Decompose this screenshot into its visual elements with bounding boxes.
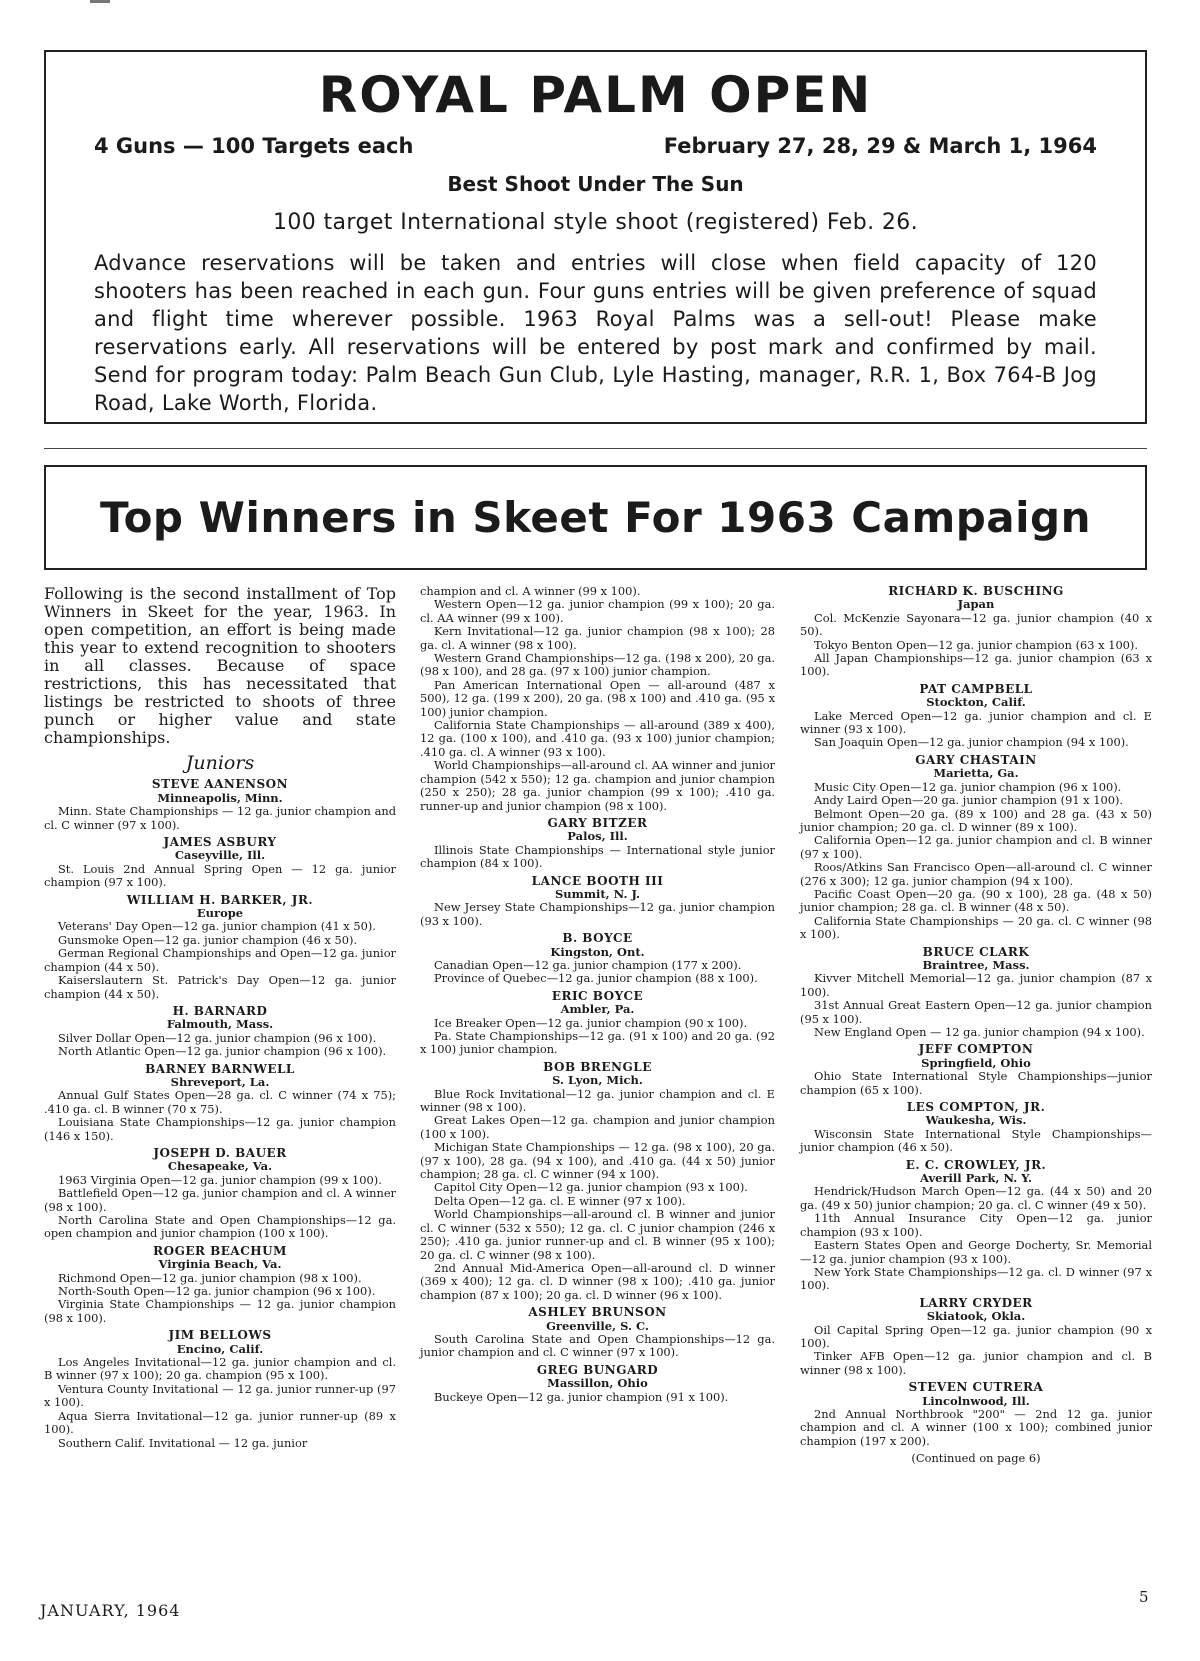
- winner-name: JIM BELLOWS: [168, 1328, 272, 1343]
- headline-box: [44, 465, 1147, 570]
- entry-line: Roos/Atkins San Francisco Open—all-around cl. C winner (276 x 300); 12 ga. junior champion (94 x 100).: [800, 860, 1152, 888]
- winner-name: JEFF COMPTON: [918, 1042, 1034, 1057]
- entry-line: North Atlantic Open—12 ga. junior champion (96 x 100).: [58, 1044, 387, 1059]
- entry-line: South Carolina State and Open Championships—12 ga. junior champion and cl. C winner (97 x 100).: [420, 1331, 775, 1360]
- winner-name: ASHLEY BRUNSON: [528, 1305, 667, 1320]
- winner-hometown: Springfield, Ohio: [921, 1055, 1031, 1070]
- entry-line: Capitol City Open—12 ga. junior champion (93 x 100).: [434, 1180, 748, 1195]
- winner-entry: [800, 1043, 1152, 1097]
- ad-dates: February 27, 28, 29 & March 1, 1964: [663, 134, 1097, 158]
- ad-tagline: Best Shoot Under The Sun: [447, 172, 744, 196]
- winner-name: JOSEPH D. BAUER: [153, 1145, 287, 1160]
- entry-line: Michigan State Championships — 12 ga. (98 x 100), 20 ga. (97 x 100), 28 ga. (94 x 100), and .410 ga. (44 x 50) junior champion; 28 ga. cl. C winner (94 x 100).: [420, 1140, 775, 1182]
- winner-hometown: Lincolnwood, Ill.: [922, 1393, 1030, 1408]
- ad-title: ROYAL PALM OPEN: [318, 66, 873, 124]
- entry-line: Louisiana State Championships—12 ga. junior champion (146 x 150).: [44, 1115, 396, 1143]
- ad-guns: 4 Guns — 100 Targets each: [94, 134, 414, 158]
- entry-line: Kaiserslautern St. Patrick's Day Open—12 ga. junior champion (44 x 50).: [44, 973, 396, 1001]
- winner-hometown: S. Lyon, Mich.: [552, 1073, 643, 1088]
- winner-name: WILLIAM H. BARKER, JR.: [126, 892, 314, 907]
- winner-name: B. BOYCE: [562, 931, 633, 946]
- column-2-entries: [420, 817, 775, 1404]
- entry-line: North-South Open—12 ga. junior champion (96 x 100).: [58, 1284, 376, 1299]
- edge-mark: [90, 0, 110, 3]
- winner-entry: [44, 778, 396, 832]
- winner-name: BARNEY BARNWELL: [145, 1061, 295, 1076]
- winner-hometown: Europe: [196, 906, 244, 921]
- winner-name: RICHARD K. BUSCHING: [888, 584, 1064, 598]
- winner-name: LANCE BOOTH III: [531, 873, 664, 888]
- intro-paragraph: Following is the second installment of Top Winners in Skeet for the year, 1963. In open competition, an effort is being made this year to extend recognition to shooters in all classes. Because of space restrictions, this has necessitated that listings be restricted to shoots of three punch or higher value and state championships.: [44, 584, 396, 747]
- entry-line: Eastern States Open and George Docherty, Sr. Memorial—12 ga. junior champion (93 x 100).: [800, 1238, 1152, 1266]
- royal-palm-ad: [44, 50, 1147, 424]
- winner-entry: [420, 875, 775, 929]
- winner-name: GREG BUNGARD: [536, 1362, 659, 1377]
- entry-line: Wisconsin State International Style Championships—junior champion (46 x 50).: [800, 1126, 1152, 1155]
- winner-entry: [800, 683, 1152, 750]
- winner-name: H. BARNARD: [172, 1003, 268, 1018]
- entry-line: Lake Merced Open—12 ga. junior champion and cl. E winner (93 x 100).: [800, 708, 1152, 737]
- winner-hometown: Falmouth, Mass.: [166, 1017, 274, 1032]
- winner-name: STEVE AANENSON: [151, 777, 289, 792]
- entry-line: Los Angeles Invitational—12 ga. junior champion and cl. B winner (97 x 100); 20 ga. champion (95 x 100).: [44, 1355, 396, 1383]
- entry-line: Pa. State Championships—12 ga. (91 x 100) and 20 ga. (92 x 100) junior champion.: [420, 1029, 775, 1057]
- continued-entry: [420, 585, 775, 813]
- entry-line: 11th Annual Insurance City Open—12 ga. junior champion (93 x 100).: [800, 1211, 1152, 1239]
- entry-line: World Championships—all-around cl. AA winner and junior champion (542 x 550); 12 ga. champion and junior champion (250 x 250); 28 ga. junior champion (99 x 100); .410 ga. runner-up and junior champion (98 x 100).: [420, 758, 775, 813]
- winner-name: ROGER BEACHUM: [153, 1243, 287, 1258]
- winner-name: JAMES ASBURY: [163, 835, 277, 850]
- winner-entry: [420, 1061, 775, 1302]
- winner-hometown: Chesapeake, Va.: [167, 1159, 273, 1174]
- entry-line: All Japan Championships—12 ga. junior champion (63 x 100).: [800, 651, 1152, 679]
- page-number: 5: [1139, 1588, 1149, 1606]
- entry-line: 31st Annual Great Eastern Open—12 ga. junior champion (95 x 100).: [800, 998, 1152, 1026]
- winner-name: ERIC BOYCE: [551, 988, 644, 1003]
- headline: Top Winners in Skeet For 1963 Campaign: [100, 493, 1091, 542]
- winner-entry: [420, 1364, 775, 1404]
- winner-hometown: Encino, Calif.: [176, 1341, 264, 1356]
- entry-line: Richmond Open—12 ga. junior champion (98 x 100).: [58, 1270, 362, 1285]
- winner-hometown: Averill Park, N. Y.: [920, 1171, 1032, 1186]
- column-3: [800, 585, 1152, 1466]
- column-1: [44, 585, 396, 1454]
- entry-line: Buckeye Open—12 ga. junior champion (91 x 100).: [434, 1389, 729, 1404]
- entry-line: Music City Open—12 ga. junior champion (96 x 100).: [814, 779, 1122, 794]
- winner-hometown: Virginia Beach, Va.: [158, 1257, 282, 1272]
- winner-name: GARY CHASTAIN: [915, 752, 1037, 767]
- winner-entry: [800, 585, 1152, 679]
- entry-line: Veterans' Day Open—12 ga. junior champion (41 x 50).: [58, 919, 376, 934]
- winner-name: LES COMPTON, JR.: [906, 1100, 1046, 1115]
- entry-line: Oil Capital Spring Open—12 ga. junior champion (90 x 100).: [800, 1322, 1152, 1350]
- entry-line: Aqua Sierra Invitational—12 ga. junior runner-up (89 x 100).: [44, 1408, 396, 1437]
- winner-entry: [800, 1381, 1152, 1448]
- winner-entry: [800, 1159, 1152, 1293]
- winner-hometown: Palos, Ill.: [567, 829, 628, 844]
- entry-line: Ice Breaker Open—12 ga. junior champion (90 x 100).: [434, 1015, 748, 1030]
- entry-line: 2nd Annual Northbrook "200" — 2nd 12 ga. junior champion and cl. A winner (100 x 100); combined junior champion (197 x 200).: [800, 1406, 1152, 1448]
- divider: [44, 448, 1147, 449]
- winner-hometown: Shreveport, La.: [170, 1074, 270, 1089]
- winner-entry: [44, 1147, 396, 1241]
- entry-line: Southern Calif. Invitational — 12 ga. junior: [58, 1435, 308, 1450]
- section-heading: Juniors: [185, 752, 255, 774]
- winner-entry: [44, 1005, 396, 1059]
- winner-entry: [800, 1101, 1152, 1155]
- entry-line: California State Championships — 20 ga. cl. C winner (98 x 100).: [800, 913, 1152, 942]
- entry-line: champion and cl. A winner (99 x 100).: [420, 584, 641, 598]
- entry-line: New England Open — 12 ga. junior champion (94 x 100).: [814, 1025, 1145, 1039]
- winner-hometown: Stockton, Calif.: [926, 695, 1026, 710]
- winner-hometown: Minneapolis, Minn.: [157, 790, 283, 805]
- column-2: [420, 585, 775, 1408]
- winner-hometown: Waukesha, Wis.: [925, 1113, 1027, 1128]
- entry-line: Illinois State Championships — International style junior champion (84 x 100).: [420, 842, 775, 871]
- entry-line: Kern Invitational—12 ga. junior champion (98 x 100); 28 ga. cl. A winner (98 x 100).: [420, 624, 775, 652]
- winner-hometown: Marietta, Ga.: [933, 766, 1019, 781]
- winner-entry: [800, 1297, 1152, 1377]
- winner-hometown: Summit, N. J.: [554, 886, 641, 901]
- entry-line: California Open—12 ga. junior champion and cl. B winner (97 x 100).: [800, 833, 1152, 861]
- winner-hometown: Ambler, Pa.: [560, 1002, 635, 1017]
- winner-name: LARRY CRYDER: [919, 1295, 1033, 1310]
- entry-line: Annual Gulf States Open—28 ga. cl. C winner (74 x 75); .410 ga. cl. B winner (70 x 75).: [44, 1088, 396, 1116]
- winner-name: BOB BRENGLE: [543, 1059, 652, 1074]
- entry-line: New York State Championships—12 ga. cl. D winner (97 x 100).: [800, 1264, 1152, 1293]
- entry-line: Col. McKenzie Sayonara—12 ga. junior champion (40 x 50).: [800, 610, 1152, 639]
- entry-line: North Carolina State and Open Championships—12 ga. open champion and junior champion (100 x 100).: [44, 1213, 396, 1241]
- entry-line: Ohio State International Style Championships—junior champion (65 x 100).: [800, 1069, 1152, 1097]
- winner-entry: [44, 836, 396, 890]
- ad-body: Advance reservations will be taken and entries will close when field capacity of 120 shooters has been reached in each gun. Four guns entries will be given preference of squad and flight time wherever possible. 1963 Royal Palms was a sell-out! Please make reservations early. All reservations will be entered by post mark and confirmed by mail. Send for program today: Palm Beach Gun Club, Lyle Hasting, manager, R.R. 1, Box 764-B Jog Road, Lake Worth, Florida.: [94, 251, 1097, 415]
- entry-line: Kivver Mitchell Memorial—12 ga. junior champion (87 x 100).: [800, 971, 1152, 999]
- column-1-entries: [44, 778, 396, 1450]
- winner-hometown: Japan: [957, 597, 995, 612]
- winner-entry: [44, 1063, 396, 1143]
- entry-line: Pan American International Open — all-around (487 x 500), 12 ga. (199 x 200), 20 ga. (98 x 100) and .410 ga. (95 x 100) junior champion.: [420, 677, 775, 719]
- entry-line: German Regional Championships and Open—12 ga. junior champion (44 x 50).: [44, 946, 396, 974]
- winner-entry: [44, 1329, 396, 1450]
- winner-name: STEVEN CUTRERA: [908, 1380, 1044, 1395]
- column-3-entries: [800, 585, 1152, 1448]
- entry-line: Battlefield Open—12 ga. junior champion and cl. A winner (98 x 100).: [44, 1186, 396, 1214]
- entry-line: Silver Dollar Open—12 ga. junior champion (96 x 100).: [58, 1030, 377, 1045]
- entry-line: World Championships—all-around cl. B winner and junior cl. C winner (532 x 550); 12 ga. cl. C junior champion (246 x 250); .410 ga. junior runner-up and cl. B winner (95 x 100); 20 ga. cl. C winner (98 x 100).: [420, 1207, 775, 1262]
- entry-line: Tinker AFB Open—12 ga. junior champion and cl. B winner (98 x 100).: [800, 1349, 1152, 1377]
- entry-line: 2nd Annual Mid-America Open—all-around cl. D winner (369 x 400); 12 ga. cl. D winner (98 x 100); .410 ga. junior champion (87 x 100); 20 ga. cl. D winner (96 x 100).: [420, 1260, 775, 1302]
- entry-line: Hendrick/Hudson March Open—12 ga. (44 x 50) and 20 ga. (49 x 50) junior champion; 20 ga. cl. C winner (49 x 50).: [800, 1184, 1152, 1212]
- winner-name: E. C. CROWLEY, JR.: [905, 1157, 1047, 1172]
- entry-line: Belmont Open—20 ga. (89 x 100) and 28 ga. (43 x 50) junior champion; 20 ga. cl. D winner (89 x 100).: [800, 806, 1152, 834]
- winner-entry: [420, 932, 775, 986]
- winner-hometown: Skiatook, Okla.: [926, 1309, 1026, 1324]
- winner-entry: [420, 990, 775, 1057]
- entry-line: Province of Quebec—12 ga. junior champion (88 x 100).: [434, 971, 758, 986]
- winner-entry: [800, 754, 1152, 942]
- entry-line: Andy Laird Open—20 ga. junior champion (91 x 100).: [814, 793, 1124, 808]
- winner-name: BRUCE CLARK: [922, 944, 1030, 959]
- winner-hometown: Greenville, S. C.: [546, 1318, 649, 1333]
- winner-entry: [420, 1306, 775, 1360]
- entry-line: Ventura County Invitational — 12 ga. junior runner-up (97 x 100).: [44, 1381, 396, 1410]
- winner-hometown: Braintree, Mass.: [922, 957, 1030, 972]
- winner-entry: [800, 946, 1152, 1040]
- winner-hometown: Massillon, Ohio: [547, 1376, 648, 1391]
- winner-entry: [420, 817, 775, 871]
- winner-hometown: Caseyville, Ill.: [174, 848, 266, 863]
- entry-line: New Jersey State Championships—12 ga. junior champion (93 x 100).: [420, 900, 775, 928]
- footer-month: JANUARY, 1964: [40, 1601, 181, 1620]
- entry-line: California State Championships — all-around (389 x 400), 12 ga. (100 x 100), and .410 ga. (93 x 100) junior champion; .410 ga. cl. A winner (93 x 100).: [420, 718, 775, 759]
- entry-line: Western Grand Championships—12 ga. (198 x 200), 20 ga. (98 x 100), and 28 ga. (97 x 100) junior champion.: [420, 651, 775, 679]
- entry-line: St. Louis 2nd Annual Spring Open — 12 ga. junior champion (97 x 100).: [44, 861, 396, 890]
- entry-line: Western Open—12 ga. junior champion (99 x 100); 20 ga. cl. AA winner (99 x 100).: [420, 597, 775, 625]
- entry-line: Canadian Open—12 ga. junior champion (177 x 200).: [434, 957, 742, 972]
- entry-line: Gunsmoke Open—12 ga. junior champion (46 x 50).: [58, 932, 358, 947]
- winner-hometown: Kingston, Ont.: [550, 944, 645, 959]
- entry-line: 1963 Virginia Open—12 ga. junior champion (99 x 100).: [58, 1172, 382, 1187]
- entry-line: Tokyo Benton Open—12 ga. junior champion (63 x 100).: [814, 637, 1138, 652]
- entry-line: Minn. State Championships — 12 ga. junior champion and cl. C winner (97 x 100).: [44, 804, 396, 832]
- ad-info-row: [94, 134, 1097, 158]
- entry-line: San Joaquin Open—12 ga. junior champion (94 x 100).: [814, 735, 1129, 750]
- entry-line: Great Lakes Open—12 ga. champion and junior champion (100 x 100).: [420, 1113, 775, 1141]
- continued-lines: [420, 598, 775, 813]
- entry-line: Pacific Coast Open—20 ga. (90 x 100), 28 ga. (48 x 50) junior champion; 28 ga. cl. B winner (48 x 50).: [800, 886, 1152, 915]
- entry-line: Delta Open—12 ga. cl. E winner (97 x 100).: [434, 1193, 686, 1208]
- winner-entry: [44, 894, 396, 1001]
- entry-line: Virginia State Championships — 12 ga. junior champion (98 x 100).: [44, 1297, 396, 1325]
- winner-entry: [44, 1245, 396, 1325]
- entry-line: Blue Rock Invitational—12 ga. junior champion and cl. E winner (98 x 100).: [420, 1086, 775, 1115]
- ad-international: 100 target International style shoot (registered) Feb. 26.: [272, 210, 919, 235]
- winner-name: PAT CAMPBELL: [919, 681, 1033, 696]
- continued-note: (Continued on page 6): [911, 1451, 1041, 1466]
- winner-name: GARY BITZER: [547, 815, 648, 830]
